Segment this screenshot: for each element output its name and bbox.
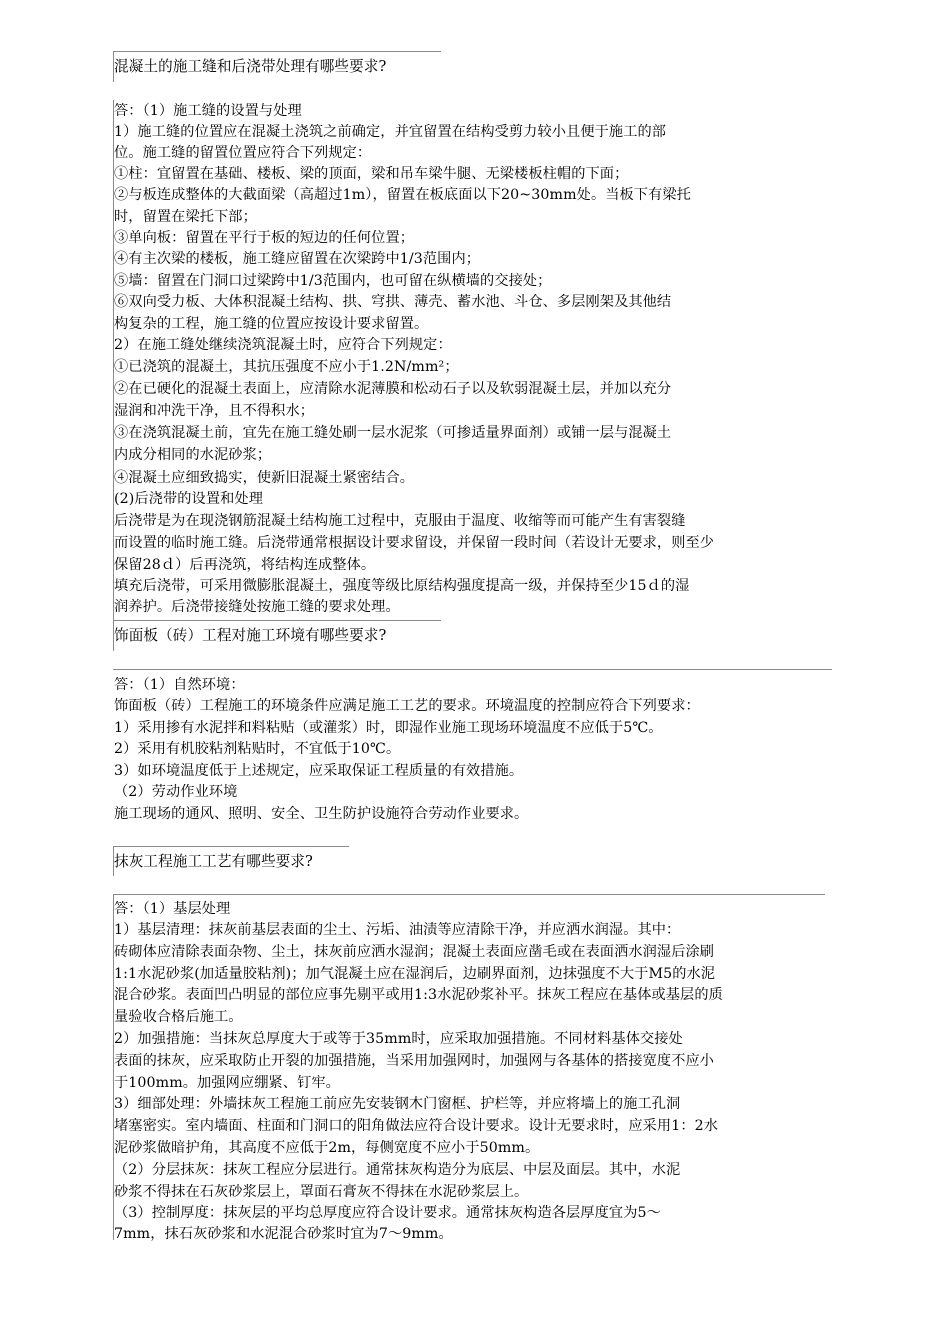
answer-line: ④有主次梁的楼板，施工缝应留置在次梁跨中1/3范围内； [114, 251, 481, 267]
answer-line: 时，留置在梁托下部； [114, 209, 257, 225]
question-top-rule [113, 620, 441, 621]
answer-line: 填充后浇带，可采用微膨胀混凝土，强度等级比原结构强度提高一级，并保持至少15ｄ的湿 [114, 578, 690, 594]
answer-line: 施工现场的通风、照明、安全、卫生防护设施符合劳动作业要求。 [114, 806, 529, 822]
question-title: 抹灰工程施工工艺有哪些要求? [114, 853, 313, 870]
answer-line: 3）细部处理：外墙抹灰工程施工前应先安装钢木门窗框、护栏等，并应将墙上的施工孔洞 [114, 1096, 681, 1112]
answer-line: 1）采用掺有水泥拌和料粘贴（或灌浆）时，即湿作业施工现场环境温度不应低于5℃。 [114, 720, 663, 736]
answer-line: ⑤墙：留置在门洞口过梁跨中1/3范围内，也可留在纵横墙的交接处； [114, 273, 552, 289]
question-top-rule [113, 846, 349, 847]
answer-line: 1:1水泥砂浆(加适量胶粘剂)；加气混凝土应在湿润后，边刷界面剂，边抹强度不大于M5的水泥 [114, 966, 716, 982]
answer-line: 砂浆不得抹在石灰砂浆层上，罩面石膏灰不得抹在水泥砂浆层上。 [114, 1184, 529, 1200]
answer-line: 饰面板（砖）工程施工的环境条件应满足施工工艺的要求。环境温度的控制应符合下列要求： [114, 698, 700, 714]
answer-line: 答：（1）自然环境： [114, 677, 245, 693]
answer-line: 堵塞密实。室内墙面、柱面和门洞口的阳角做法应符合设计要求。设计无要求时，应采用1：2水 [114, 1118, 719, 1134]
answer-line: 2）加强措施：当抹灰总厚度大于或等于35mm时，应采取加强措施。不同材料基体交接处 [114, 1031, 683, 1047]
answer-line: ②与板连成整体的大截面梁（高超过1m），留置在板底面以下20~30mm处。当板下有梁托 [114, 187, 691, 203]
answer-top-rule [113, 669, 832, 670]
answer-line: ②在已硬化的混凝土表面上，应清除水泥薄膜和松动石子以及软弱混凝土层，并加以充分 [114, 381, 672, 397]
answer-line: 表面的抹灰，应采取防止开裂的加强措施，当采用加强网时，加强网与各基体的搭接宽度不应小 [114, 1053, 715, 1069]
answer-line: (2)后浇带的设置和处理 [114, 491, 263, 507]
answer-line: 答：（1）施工缝的设置与处理 [114, 103, 302, 119]
answer-line: 泥砂浆做暗护角，其高度不应低于2m，每侧宽度不应小于50mm。 [114, 1140, 540, 1156]
answer-line: 2）采用有机胶粘剂粘贴时，不宜低于10℃。 [114, 741, 401, 757]
answer-line: 内成分相同的水泥砂浆； [114, 447, 272, 463]
question-title: 混凝土的施工缝和后浇带处理有哪些要求? [114, 58, 387, 75]
answer-line: 量验收合格后施工。 [114, 1009, 243, 1025]
answer-line: 7mm，抹石灰砂浆和水泥混合砂浆时宜为7～9mm。 [114, 1226, 453, 1242]
answer-line: 砖砌体应清除表面杂物、尘土，抹灰前应洒水湿润；混凝土表面应凿毛或在表面洒水润湿后涂刷 [114, 944, 715, 960]
answer-line: 2）在施工缝处继续浇筑混凝土时，应符合下列规定： [114, 337, 452, 353]
answer-line: ①柱：宜留置在基础、楼板、梁的顶面，梁和吊车梁牛腿、无梁楼板柱帽的下面； [114, 166, 629, 182]
answer-line: 1）施工缝的位置应在混凝土浇筑之前确定，并宜留置在结构受剪力较小且便于施工的部 [114, 124, 667, 140]
answer-line: 保留28ｄ）后再浇筑，将结构连成整体。 [114, 557, 376, 573]
answer-line: 构复杂的工程，施工缝的位置应按设计要求留置。 [114, 316, 429, 332]
answer-line: （2）劳动作业环境 [114, 784, 238, 800]
answer-line: 位。施工缝的留置位置应符合下列规定： [114, 145, 372, 161]
answer-line: ④混凝土应细致捣实，使新旧混凝土紧密结合。 [114, 470, 415, 486]
answer-line: ①已浇筑的混凝土，其抗压强度不应小于1.2N/mm²； [114, 359, 459, 375]
answer-line: （2）分层抹灰：抹灰工程应分层进行。通常抹灰构造分为底层、中层及面层。其中，水泥 [114, 1162, 681, 1178]
answer-line: 3）如环境温度低于上述规定，应采取保证工程质量的有效措施。 [114, 763, 524, 779]
answer-top-rule [113, 894, 825, 895]
answer-line: 后浇带是为在现浇钢筋混凝土结构施工过程中，克服由于温度、收缩等而可能产生有害裂缝 [114, 513, 686, 529]
question-top-rule [113, 51, 441, 52]
answer-line: 于100mm。加强网应绷紧、钉牢。 [114, 1075, 340, 1091]
answer-line: ③单向板：留置在平行于板的短边的任何位置； [114, 230, 415, 246]
question-title: 饰面板（砖）工程对施工环境有哪些要求? [114, 627, 387, 644]
answer-line: 润养护。后浇带接缝处按施工缝的要求处理。 [114, 599, 400, 615]
answer-line: ⑥双向受力板、大体积混凝土结构、拱、穹拱、薄壳、蓄水池、斗仓、多层刚架及其他结 [114, 294, 672, 310]
answer-line: 1）基层清理：抹灰前基层表面的尘土、污垢、油渍等应清除干净，并应洒水润湿。其中： [114, 922, 681, 938]
answer-line: （3）控制厚度：抹灰层的平均总厚度应符合设计要求。通常抹灰构造各层厚度宜为5～ [114, 1205, 661, 1221]
answer-line: 而设置的临时施工缝。后浇带通常根据设计要求留设，并保留一段时间（若设计无要求，则至少 [114, 535, 715, 551]
answer-line: ③在浇筑混凝土前，宜先在施工缝处刷一层水泥浆（可掺适量界面剂）或铺一层与混凝土 [114, 425, 672, 441]
answer-line: 湿润和冲洗干净，且不得积水； [114, 403, 315, 419]
answer-line: 答：（1）基层处理 [114, 901, 231, 917]
answer-line: 混合砂浆。表面凹凸明显的部位应事先剔平或用1:3水泥砂浆补平。抹灰工程应在基体或基层的质 [114, 987, 723, 1003]
